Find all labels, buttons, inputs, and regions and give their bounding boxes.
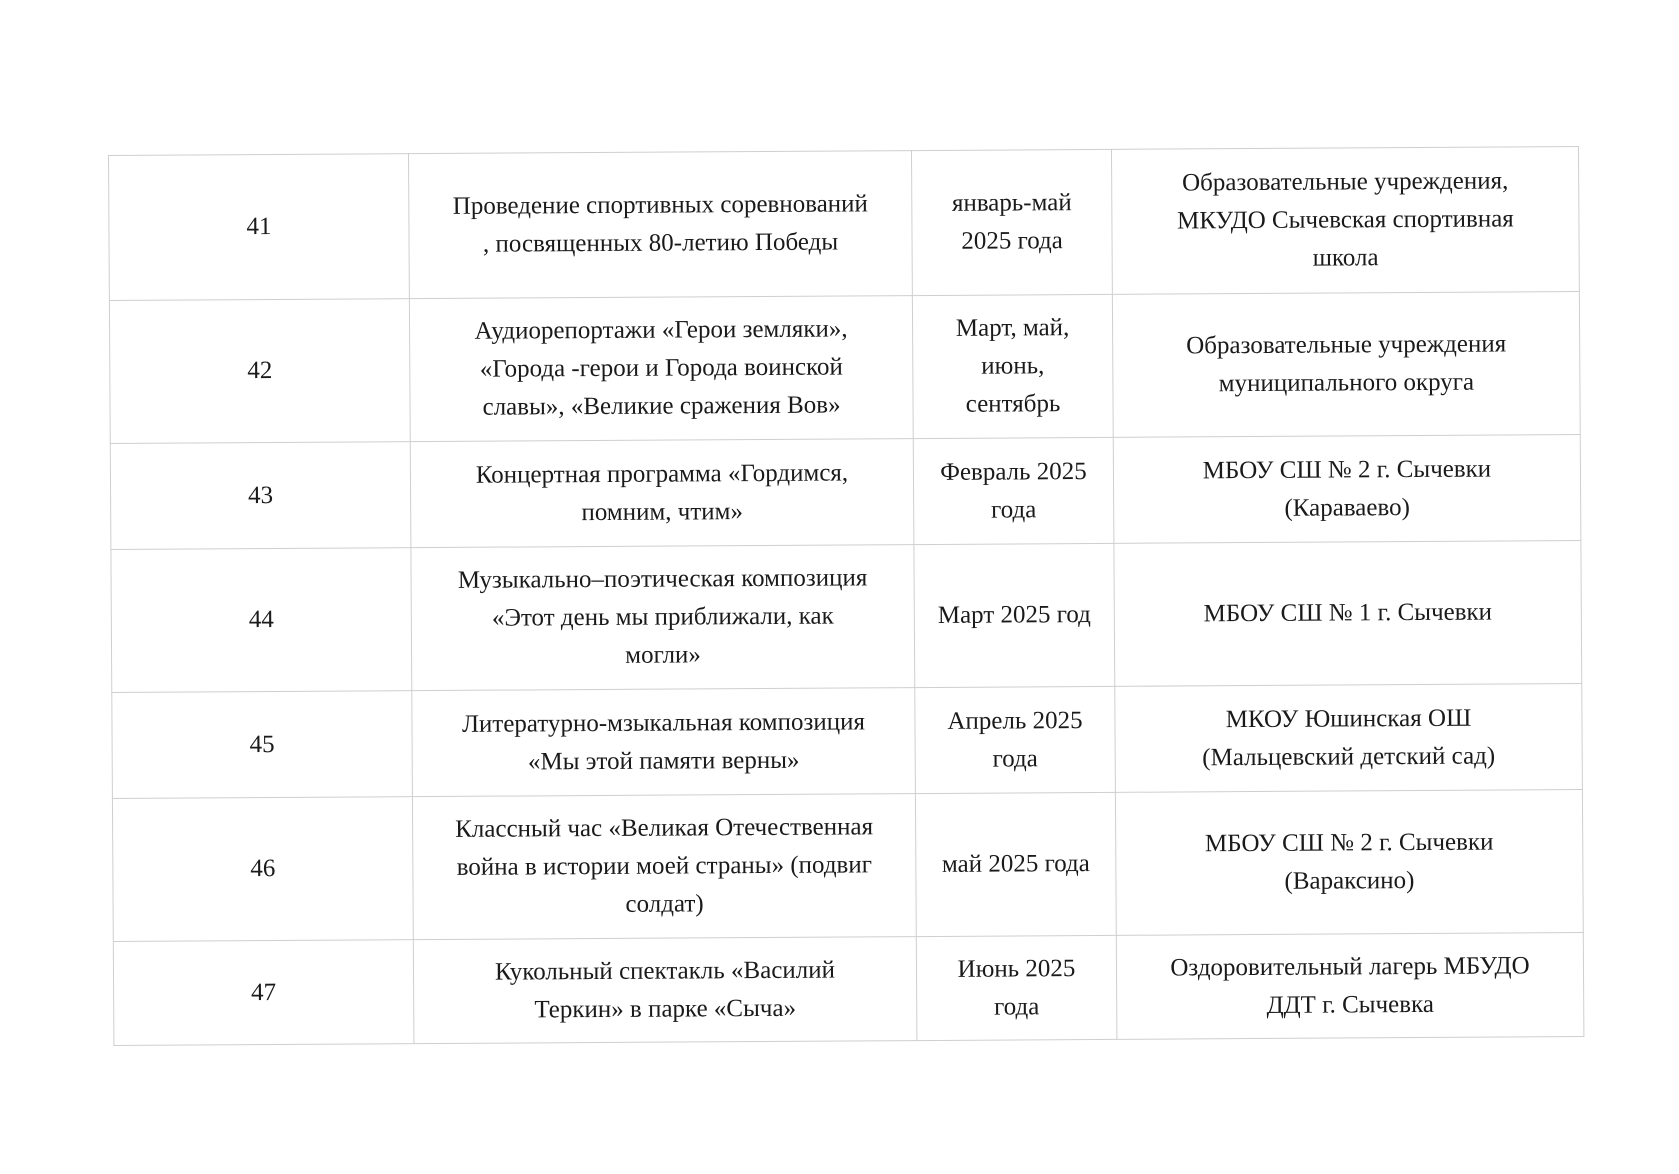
organizer: МКОУ Юшинская ОШ (Мальцевский детский сад) — [1115, 684, 1583, 793]
event-date: Март 2025 год — [914, 543, 1115, 687]
table-row — [109, 292, 1580, 444]
row-number: 43 — [110, 442, 411, 550]
event-date: Июнь 2025 года — [916, 935, 1117, 1040]
table-row — [109, 147, 1580, 301]
organizer: Оздоровительный лагерь МБУДО ДДТ г. Сычевка — [1116, 933, 1584, 1040]
organizer: Образовательные учреждения, МКУДО Сычевская спортивная школа — [1111, 147, 1579, 295]
table-row — [112, 790, 1583, 942]
table-row — [112, 684, 1583, 799]
row-number: 44 — [111, 548, 412, 693]
row-number: 46 — [112, 797, 413, 942]
event-name: Классный час «Великая Отечественная война в истории моей страны» (подвиг солдат) — [412, 794, 916, 940]
table-row — [110, 435, 1581, 550]
event-date: май 2025 года — [915, 792, 1116, 936]
organizer: МБОУ СШ № 2 г. Сычевки (Караваево) — [1113, 435, 1581, 544]
organizer: МБОУ СШ № 2 г. Сычевки (Вараксино) — [1115, 790, 1583, 936]
event-name: Аудиорепортажи «Герои земляки», «Города -герои и Города воинской славы», «Великие сражения Вов» — [409, 296, 913, 442]
organizer: Образовательные учреждения муниципального округа — [1112, 292, 1580, 438]
event-date: Апрель 2025 года — [915, 686, 1116, 793]
row-number: 42 — [109, 299, 410, 444]
event-date: Март, май, июнь, сентябрь — [912, 294, 1113, 438]
row-number: 45 — [112, 691, 413, 799]
event-name: Музыкально–поэтическая композиция «Этот день мы приближали, как могли» — [411, 545, 915, 691]
table-row — [111, 541, 1582, 693]
table-row — [113, 933, 1584, 1046]
event-date: январь-май 2025 года — [911, 149, 1112, 295]
events-table — [108, 146, 1584, 1046]
row-number: 41 — [109, 154, 410, 301]
event-date: Февраль 2025 года — [913, 437, 1114, 544]
event-name: Проведение спортивных соревнований , посвященных 80-летию Победы — [408, 151, 912, 299]
event-name: Литературно-мзыкальная композиция «Мы этой памяти верны» — [412, 688, 916, 797]
row-number: 47 — [113, 940, 414, 1046]
event-name: Концертная программа «Гордимся, помним, чтим» — [410, 439, 914, 548]
event-name: Кукольный спектакль «Василий Теркин» в парке «Сыча» — [413, 937, 917, 1044]
organizer: МБОУ СШ № 1 г. Сычевки — [1114, 541, 1582, 687]
